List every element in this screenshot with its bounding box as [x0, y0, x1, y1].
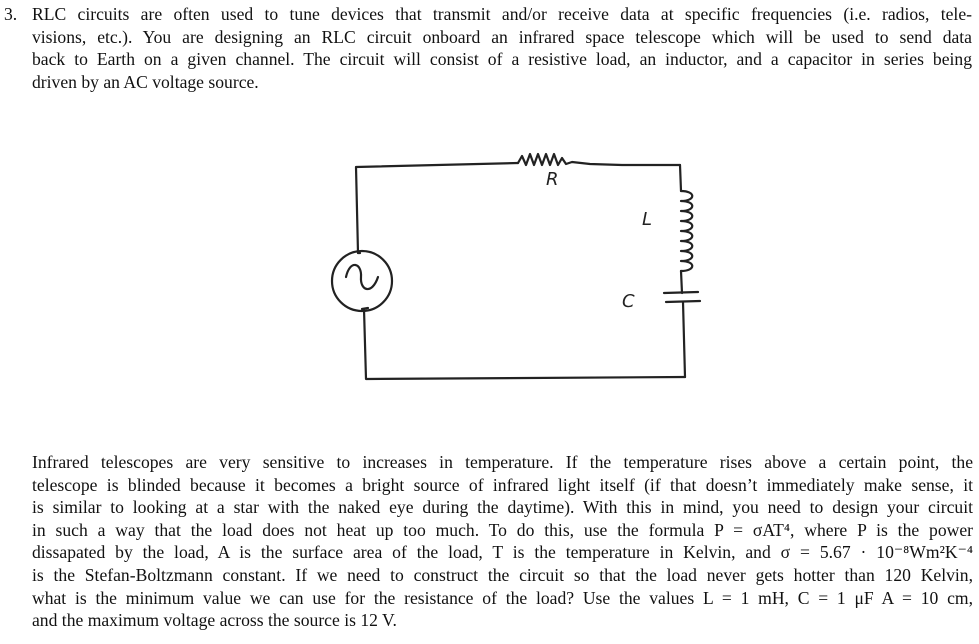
intro-line-3: back to Earth on a given channel. The circuit will consist of a resistive load, an inductor, and a capacitor in series being	[32, 49, 972, 70]
body-line-1: Infrared telescopes are very sensitive to increases in temperature. If the temperature rises above a certain point, the	[32, 452, 973, 472]
capacitor-plate-top	[664, 292, 698, 293]
resistor-label: R	[546, 169, 559, 190]
inductor-label: L	[642, 209, 653, 230]
inductor-symbol	[681, 191, 692, 271]
body-line-2: telescope is blinded because it becomes a bright source of infrared light itself (if that doesn’t immediately make sense, it	[32, 474, 973, 495]
resistor-symbol	[518, 154, 680, 165]
capacitor-label: C	[622, 291, 635, 312]
intro-line-4: driven by an AC voltage source.	[32, 71, 259, 92]
body-line-5: dissapated by the load, A is the surface area of the load, T is the temperature in Kelvin, and σ = 5.67 · 10⁻⁸Wm²K⁻⁴	[32, 542, 973, 563]
problem-intro	[4, 3, 972, 93]
body-line-6: is the Stefan-Boltzmann constant. If we need to construct the circuit so that the load never gets hotter than 120 Kelvin,	[32, 564, 973, 585]
wire-top-left	[356, 163, 518, 253]
body-line-8: and the maximum voltage across the source is 12 V.	[32, 610, 397, 631]
wire-right-middle	[681, 271, 682, 293]
intro-line-1	[4, 3, 972, 26]
rlc-circuit-diagram	[300, 145, 720, 440]
problem-body	[32, 451, 973, 632]
body-line-7: what is the minimum value we can use for the resistance of the load? Use the values L = 1 mH, C = 1 μF A = 10 cm,	[32, 587, 973, 608]
source-lead-bottom	[362, 308, 368, 309]
intro-line-1-text: RLC circuits are often used to tune devices that transmit and/or receive data at specific frequencies (i.e. radios, tele-	[32, 4, 972, 24]
problem-number: 3.	[4, 4, 18, 24]
wire-right-lower	[683, 302, 685, 377]
ac-source-wave-icon	[346, 265, 378, 289]
body-line-3: is similar to looking at a star with the naked eye during the daytime). With this in mind, you need to design your circuit	[32, 497, 973, 518]
wire-bottom	[364, 309, 685, 379]
wire-right-upper	[680, 165, 681, 191]
intro-line-2: visions, etc.). You are designing an RLC circuit onboard an infrared space telescope which will be used to send data	[32, 26, 972, 47]
body-line-4: in such a way that the load does not heat up too much. To do this, use the formula P = σAT⁴, where P is the power	[32, 519, 973, 540]
